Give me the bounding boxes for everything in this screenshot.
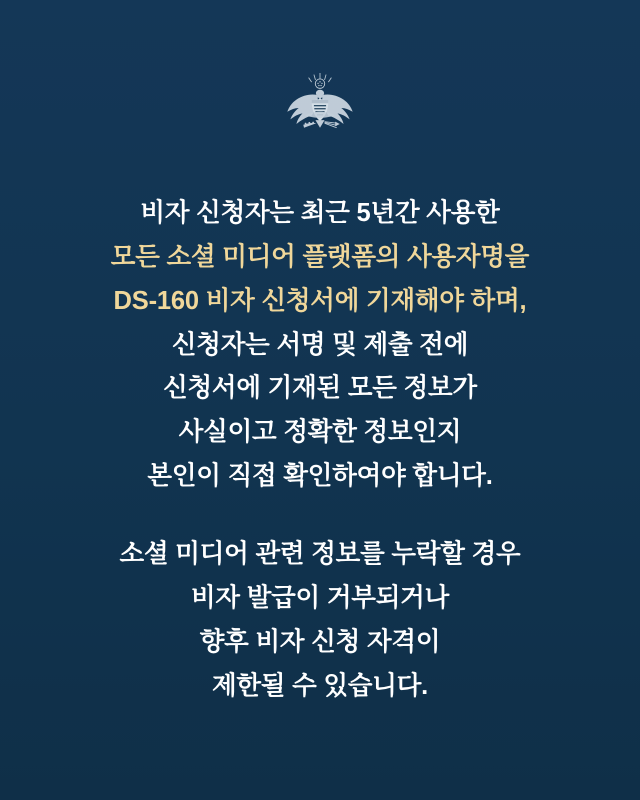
notice-line: 비자 신청자는 최근 5년간 사용한 [140,199,500,227]
notice-line: 신청서에 기재된 모든 정보가 [163,374,477,403]
notice-line-highlighted: DS-160 비자 신청서에 기재해야 하며, [113,286,527,315]
notice-line: 향후 비자 신청 자격이 [199,627,441,656]
notice-line: 제한될 수 있습니다. [211,671,429,700]
notice-line: 소셜 미디어 관련 정보를 누락할 경우 [119,540,521,569]
us-great-seal-eagle-icon [282,70,358,146]
notice-line: 비자 발급이 거부되거나 [190,583,450,612]
notice-line: 신청자는 서명 및 제출 전에 [171,330,469,359]
notice-line: 사실이고 정확한 정보인지 [178,418,462,447]
notice-line: 본인이 직접 확인하여야 합니다. [147,462,493,491]
notice-text [0,192,640,708]
paragraph-gap [28,499,612,533]
notice-line-highlighted: 모든 소셜 미디어 플랫폼의 사용자명을 [110,242,530,271]
